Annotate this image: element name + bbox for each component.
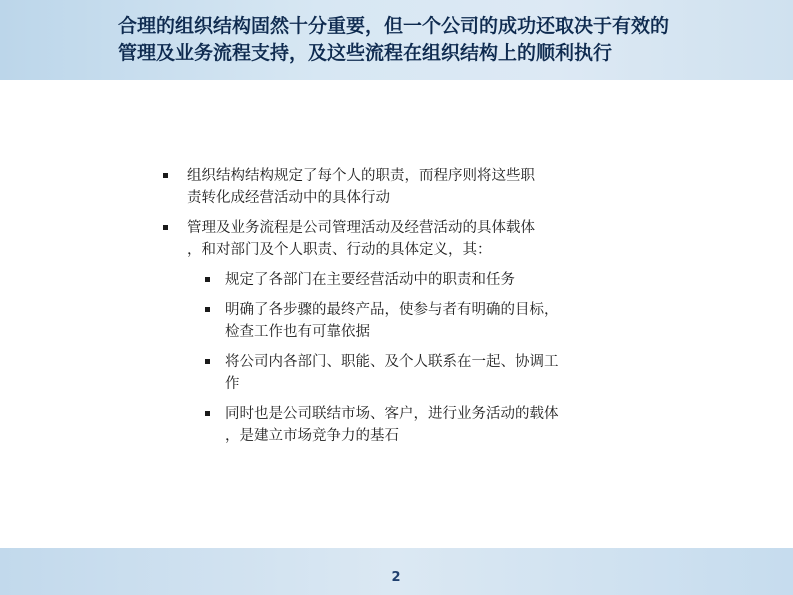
sub-bullet-text-line: 同时也是公司联结市场、客户，进行业务活动的载体 <box>225 406 559 422</box>
sub-bullet-text-line: 明确了各步骤的最终产品，使参与者有明确的目标， <box>225 302 559 318</box>
square-bullet-icon <box>205 359 210 364</box>
bullet-text-line: 责转化成经营活动中的具体行动 <box>187 190 390 206</box>
sub-bullet-item-1 <box>205 269 633 291</box>
square-bullet-icon <box>205 307 210 312</box>
square-bullet-icon <box>205 277 210 282</box>
sub-bullet-text-line: 规定了各部门在主要经营活动中的职责和任务 <box>225 272 515 288</box>
sub-bullet-item-4 <box>205 403 633 447</box>
bullet-text-line: 管理及业务流程是公司管理活动及经营活动的具体载体 <box>187 220 535 236</box>
sub-bullet-text-line: 作 <box>225 376 240 392</box>
square-bullet-icon <box>163 173 168 178</box>
bullet-item-2 <box>163 217 633 261</box>
sub-bullet-item-2 <box>205 299 633 343</box>
title-line-1: 合理的组织结构固然十分重要，但一个公司的成功还取决于有效的 <box>118 15 670 37</box>
sub-bullet-text-line: 将公司内各部门、职能、及个人联系在一起、协调工 <box>225 354 559 370</box>
sub-bullet-item-3 <box>205 351 633 395</box>
page-number: 2 <box>391 570 401 585</box>
bullet-text-line: 组织结构结构规定了每个人的职责，而程序则将这些职 <box>187 168 535 184</box>
bullet-item-1 <box>163 165 633 209</box>
sub-bullet-text-line: ，是建立市场竞争力的基石 <box>225 428 399 444</box>
square-bullet-icon <box>163 225 168 230</box>
title-line-2: 管理及业务流程支持，及这些流程在组织结构上的顺利执行 <box>118 42 613 64</box>
sub-bullet-text-line: 检查工作也有可靠依据 <box>225 324 370 340</box>
bullet-list <box>163 165 633 455</box>
page-title <box>118 13 788 67</box>
square-bullet-icon <box>205 411 210 416</box>
bullet-text-line: ，和对部门及个人职责、行动的具体定义，其： <box>187 242 492 258</box>
